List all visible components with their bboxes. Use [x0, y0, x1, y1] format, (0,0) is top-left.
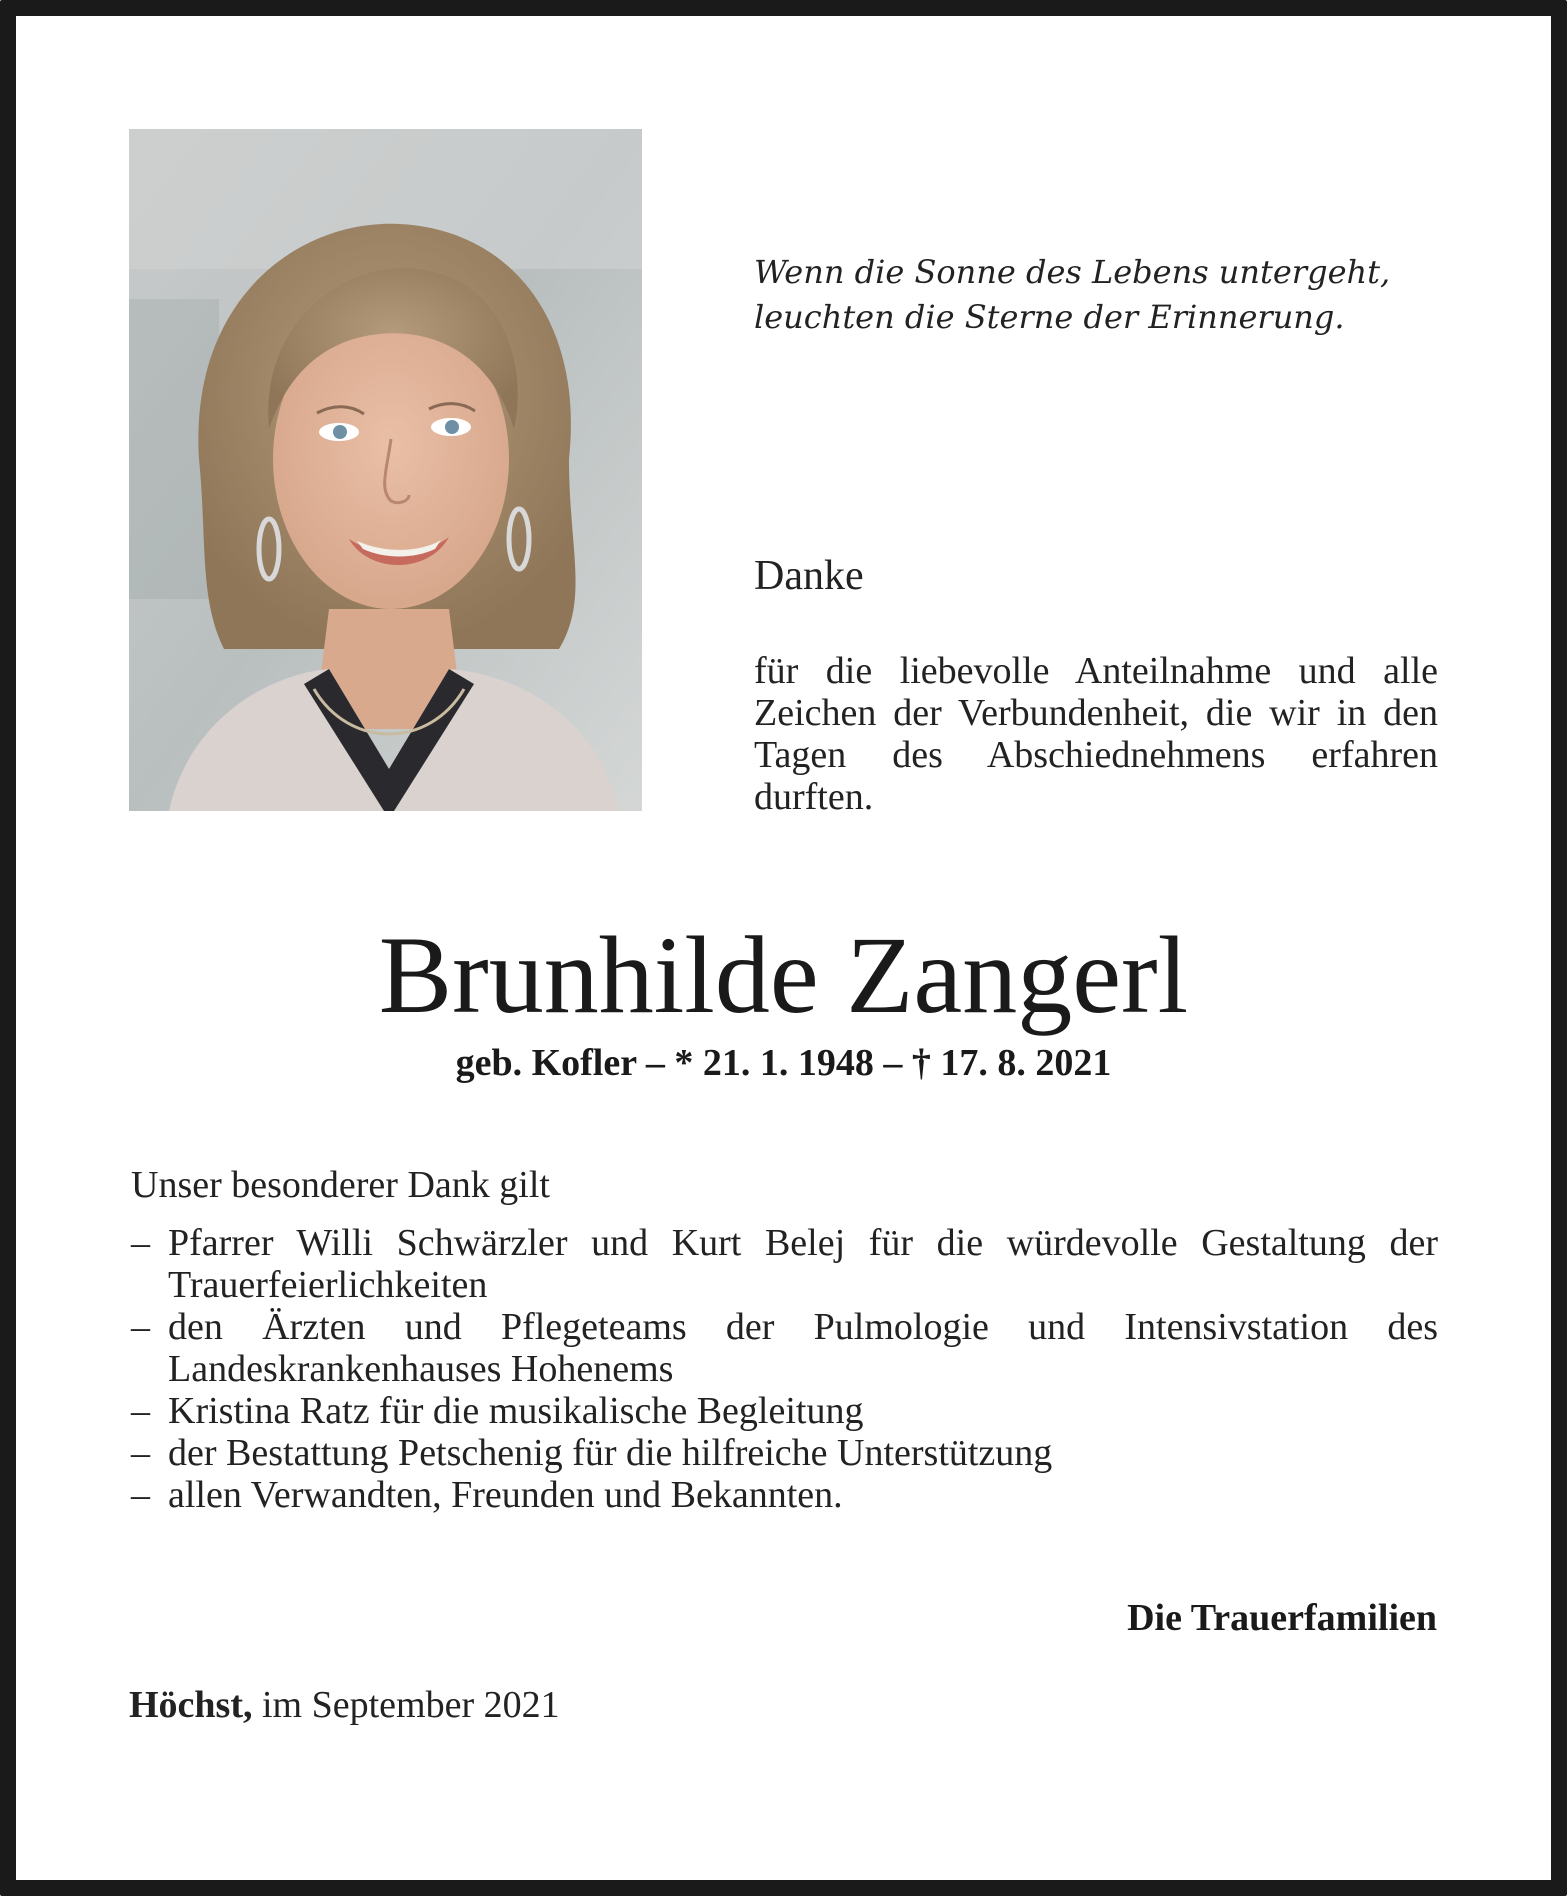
memorial-quote	[754, 250, 1474, 340]
place-name: Höchst,	[129, 1684, 253, 1726]
list-item	[131, 1222, 1438, 1306]
list-item	[131, 1474, 1438, 1516]
list-item	[131, 1432, 1438, 1474]
signature-family: Die Trauerfamilien	[1127, 1597, 1437, 1639]
dash-bullet: –	[131, 1474, 150, 1516]
list-item-text: den Ärzten und Pflegeteams der Pulmologie und Intensivstation des Landeskrankenhauses Hohenems	[168, 1306, 1438, 1390]
dash-bullet: –	[131, 1432, 150, 1474]
deceased-dates: geb. Kofler – * 21. 1. 1948 – † 17. 8. 2021	[455, 1042, 1112, 1084]
acknowledgements-intro: Unser besonderer Dank gilt	[131, 1164, 550, 1206]
acknowledgements-list	[131, 1222, 1438, 1516]
place-date-line	[129, 1681, 560, 1729]
thanks-text: für die liebevolle Anteilnahme und alle Zeichen der Verbundenheit, die wir in den Tagen des Abschiednehmens erfahren durften.	[754, 650, 1438, 818]
list-item-text: allen Verwandten, Freunden und Bekannten.	[168, 1474, 843, 1516]
quote-line-2: leuchten die Sterne der Erinnerung.	[754, 298, 1345, 336]
date-text: im September 2021	[262, 1684, 560, 1726]
quote-line-1: Wenn die Sonne des Lebens untergeht,	[754, 253, 1391, 291]
deceased-name: Brunhilde Zangerl	[378, 914, 1189, 1036]
portrait-photo	[129, 129, 642, 811]
dash-bullet: –	[131, 1222, 150, 1264]
dash-bullet: –	[131, 1306, 150, 1348]
list-item	[131, 1306, 1438, 1390]
list-item	[131, 1390, 1438, 1432]
portrait-illustration	[129, 129, 642, 811]
thanks-heading: Danke	[754, 553, 864, 599]
list-item-text: Kristina Ratz für die musikalische Begleitung	[168, 1390, 864, 1432]
dash-bullet: –	[131, 1390, 150, 1432]
list-item-text: Pfarrer Willi Schwärzler und Kurt Belej für die würdevolle Gestaltung der Trauerfeierlichkeiten	[168, 1222, 1438, 1306]
list-item-text: der Bestattung Petschenig für die hilfreiche Unterstützung	[168, 1432, 1053, 1474]
